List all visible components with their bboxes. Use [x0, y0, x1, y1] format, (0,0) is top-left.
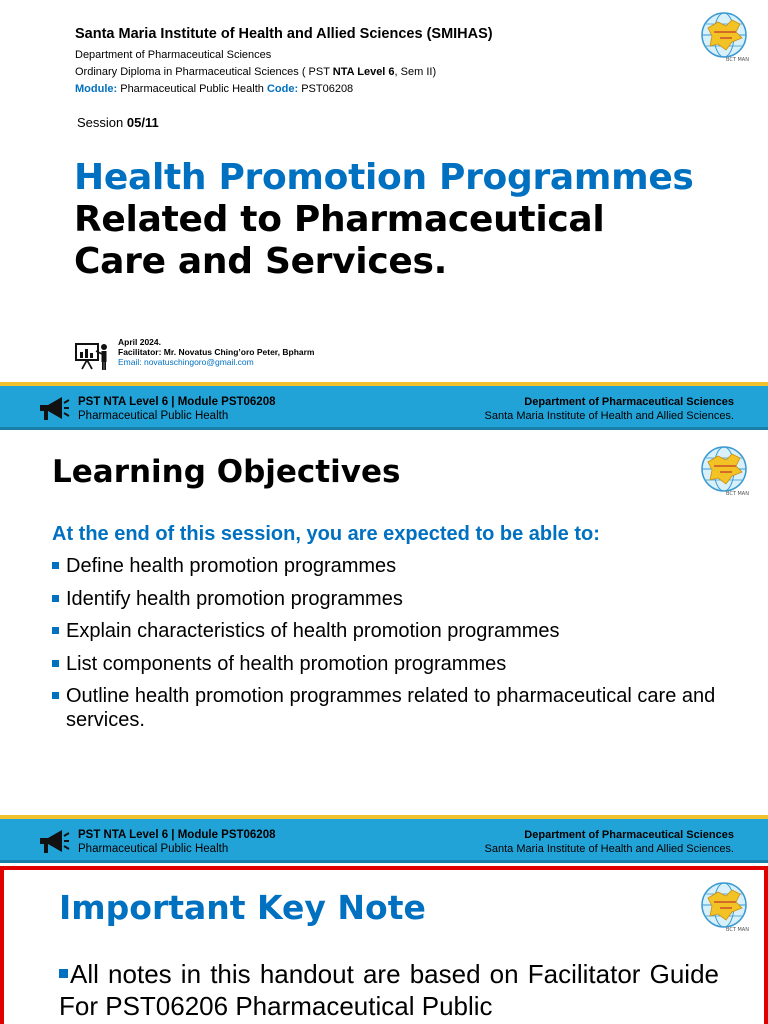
- list-item: [52, 684, 732, 732]
- slide-title-line3: Care and Services.: [74, 241, 448, 282]
- megaphone-icon: [36, 828, 70, 856]
- key-note-text: [59, 958, 719, 1022]
- objective-text: Identify health promotion programmes: [66, 587, 403, 610]
- band-module-info: [78, 828, 276, 856]
- square-bullet-icon: [52, 562, 59, 569]
- square-bullet-icon: [52, 692, 59, 699]
- slide-title: Important Key Note: [59, 888, 426, 927]
- module-value: Pharmaceutical Public Health: [117, 83, 267, 95]
- module-label: Module:: [75, 83, 118, 95]
- presentation-date: April 2024.: [118, 337, 161, 347]
- institution-name: Santa Maria Institute of Health and Allied Sciences (SMIHAS): [75, 26, 493, 42]
- objectives-list: [52, 554, 732, 741]
- band-module-name: Pharmaceutical Public Health: [78, 843, 229, 855]
- session-value: 05/11: [126, 115, 159, 130]
- globe-logo-icon: [696, 442, 752, 498]
- code-value: PST06208: [298, 83, 354, 95]
- band-department: Department of Pharmaceutical Sciences: [524, 396, 734, 408]
- band-module-info: [78, 395, 276, 423]
- facilitator-block: [118, 337, 314, 367]
- module-line: [75, 83, 353, 95]
- objective-text: Define health promotion programmes: [66, 555, 397, 577]
- band-department: Department of Pharmaceutical Sciences: [524, 829, 734, 841]
- nta-level: NTA Level 6: [332, 66, 395, 78]
- list-item: [52, 652, 732, 676]
- band-institution-info: [485, 828, 734, 856]
- key-note-body: All notes in this handout are based on Facilitator Guide For PST06206 Pharmaceutical Public: [59, 959, 719, 1021]
- square-bullet-icon: [52, 627, 59, 634]
- slide-title-rest: [74, 199, 604, 283]
- list-item: [52, 554, 732, 578]
- band-module-name: Pharmaceutical Public Health: [78, 410, 229, 422]
- department-line: Department of Pharmaceutical Sciences: [75, 49, 272, 61]
- megaphone-icon: [36, 395, 70, 423]
- objectives-intro: At the end of this session, you are expected to be able to:: [52, 523, 600, 545]
- slide-title-line1: Health Promotion Programmes: [74, 157, 694, 198]
- objectives-slide: [0, 432, 768, 816]
- globe-logo-icon: [696, 878, 752, 934]
- objective-text: Outline health promotion programmes related to pharmaceutical care and services.: [66, 685, 716, 731]
- objective-text: List components of health promotion programmes: [66, 652, 507, 675]
- slide-title: Learning Objectives: [52, 454, 401, 490]
- band-stripe-dark: [0, 427, 768, 430]
- code-label: Code:: [266, 83, 299, 95]
- footer-band: [0, 815, 768, 863]
- objective-text: Explain characteristics of health promotion programmes: [66, 620, 560, 642]
- logo-text: BCT MAN: [726, 491, 749, 497]
- band-institution-info: [485, 395, 734, 423]
- globe-logo-icon: [696, 8, 752, 64]
- presenter-icon: [75, 341, 111, 371]
- slide-title-line2: Related to Pharmaceutical: [74, 199, 605, 240]
- square-bullet-icon: [52, 660, 59, 667]
- band-module-code: PST NTA Level 6 | Module PST06208: [78, 396, 276, 408]
- diploma-line: [75, 66, 436, 78]
- key-note-slide: [0, 866, 768, 1024]
- title-slide: [0, 0, 768, 384]
- band-institution: Santa Maria Institute of Health and Allied Sciences.: [484, 843, 734, 855]
- facilitator-name: Facilitator: Mr. Novatus Ching’oro Peter, Bpharm: [118, 347, 315, 357]
- diploma-text: Ordinary Diploma in Pharmaceutical Sciences ( PST: [75, 66, 333, 78]
- footer-band: [0, 382, 768, 430]
- band-stripe-yellow: [0, 815, 768, 819]
- list-item: [52, 619, 732, 643]
- logo-text: BCT MAN: [726, 927, 749, 933]
- band-module-code: PST NTA Level 6 | Module PST06208: [78, 829, 276, 841]
- list-item: [52, 587, 732, 611]
- facilitator-email[interactable]: Email: novatuschingoro@gmail.com: [118, 357, 254, 367]
- band-stripe-dark: [0, 860, 768, 863]
- square-bullet-icon: [52, 595, 59, 602]
- square-bullet-icon: [59, 969, 68, 978]
- band-institution: Santa Maria Institute of Health and Allied Sciences.: [484, 410, 734, 422]
- band-stripe-yellow: [0, 382, 768, 386]
- logo-text: BCT MAN: [726, 57, 749, 63]
- session-label: Session: [77, 115, 127, 130]
- session-number: [77, 115, 159, 130]
- semester-text: , Sem II): [394, 66, 437, 78]
